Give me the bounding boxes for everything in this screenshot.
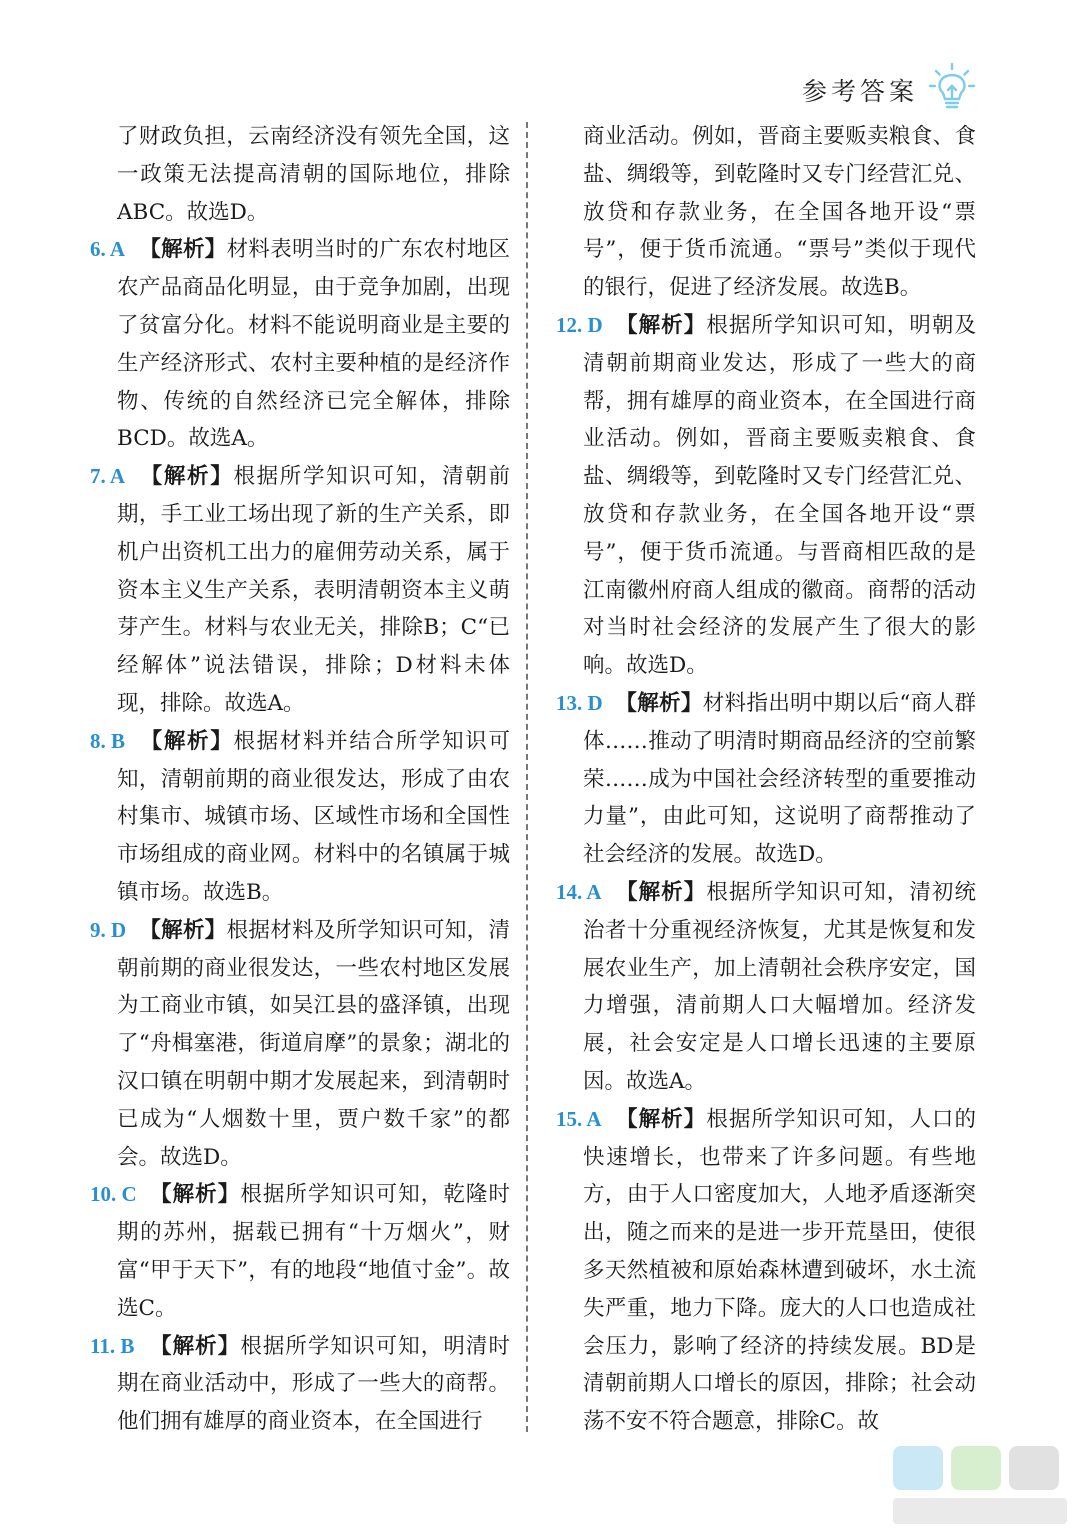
answer-item-12 xyxy=(556,307,976,685)
answer-number: 15. A xyxy=(556,1106,602,1131)
answer-number: 7. A xyxy=(90,464,126,489)
answer-text: 根据材料并结合所学知识可知，清朝前期的商业很发达，形成了由农村集市、城镇市场、区域性市场和全国性市场组成的商业网。材料中的名镇属于城镇市场。故选B。 xyxy=(117,728,510,905)
analysis-label: 【解析】 xyxy=(139,464,234,490)
answer-item-9 xyxy=(90,912,510,1177)
left-column xyxy=(90,118,510,1441)
answer-number: 14. A xyxy=(556,879,602,904)
analysis-label: 【解析】 xyxy=(149,1333,241,1359)
watermark-logo xyxy=(885,1442,1075,1530)
answer-text: 根据所学知识可知，明清时期在商业活动中，形成了一些大的商帮。他们拥有雄厚的商业资本，在全国进行 xyxy=(117,1333,510,1435)
answer-text: 根据所学知识可知，清朝前期，手工业工场出现了新的生产关系，即机户出资机工出力的雇佣劳动关系，属于资本主义生产关系，表明清朝资本主义萌芽产生。材料与农业无关，排除B；C“已经解体”说法错误，排除；D材料未体现，排除。故选A。 xyxy=(117,464,510,716)
answer-number: 9. D xyxy=(90,917,127,942)
answer-text: 材料表明当时的广东农村地区农产品商品化明显，由于竞争加剧，出现了贫富分化。材料不能说明商业是主要的生产经济形式、农村主要种植的是经济作物、传统的自然经济已完全解体，排除BCD。故选A。 xyxy=(117,237,510,452)
answer-text: 根据所学知识可知，清初统治者十分重视经济恢复，尤其是恢复和发展农业生产，加上清朝社会秩序安定，国力增强，清前期人口大幅增加。经济发展，社会安定是人口增长迅速的主要原因。故选A。 xyxy=(583,879,976,1094)
answer-item-13 xyxy=(556,685,976,874)
answer-text: 根据所学知识可知，人口的快速增长，也带来了许多问题。有些地方，由于人口密度加大，人地矛盾逐渐突出，随之而来的是进一步开荒垦田，使很多天然植被和原始森林遭到破坏，水土流失严重，地力下降。庞大的人口也造成社会压力，影响了经济的持续发展。BD是清朝前期人口增长的原因，排除；社会动荡不安不符合题意，排除C。故 xyxy=(583,1106,976,1435)
lightbulb-icon xyxy=(928,62,976,114)
analysis-label: 【解析】 xyxy=(615,879,707,905)
right-column xyxy=(556,118,976,1441)
answer-number: 8. B xyxy=(90,728,126,753)
answer-text: 根据所学知识可知，乾隆时期的苏州，据载已拥有“十万烟火”，财富“甲于天下”，有的地段“地值寸金”。故选C。 xyxy=(117,1182,510,1321)
answer-item-11 xyxy=(90,1328,510,1441)
analysis-label: 【解析】 xyxy=(615,312,707,338)
answer-number: 11. B xyxy=(90,1333,135,1358)
answer-item-8 xyxy=(90,723,510,912)
answer-item-15 xyxy=(556,1101,976,1441)
continuation-text: 商业活动。例如，晋商主要贩卖粮食、食盐、绸缎等，到乾隆时又专门经营汇兑、放贷和存款业务，在全国各地开设“票号”，便于货币流通。“票号”类似于现代的银行，促进了经济发展。故选B。 xyxy=(583,124,976,301)
analysis-label: 【解析】 xyxy=(139,237,227,263)
answer-item-7 xyxy=(90,458,510,723)
answer-item-14 xyxy=(556,874,976,1101)
analysis-label: 【解析】 xyxy=(139,917,227,943)
page-header xyxy=(780,60,980,120)
answer-text: 根据所学知识可知，明朝及清朝前期商业发达，形成了一些大的商帮，拥有雄厚的商业资本，在全国进行商业活动。例如，晋商主要贩卖粮食、食盐、绸缎等，到乾隆时又专门经营汇兑、放贷和存款业务，在全国各地开设“票号”，便于货币流通。与晋商相匹敌的是江南徽州府商人组成的徽商。商帮的活动对当时社会经济的发展产生了很大的影响。故选D。 xyxy=(583,312,976,679)
answer-number: 10. C xyxy=(90,1182,137,1207)
analysis-label: 【解析】 xyxy=(615,1106,707,1132)
analysis-label: 【解析】 xyxy=(149,1182,241,1208)
answer-number: 12. D xyxy=(556,312,603,337)
continuation-text: 了财政负担，云南经济没有领先全国，这一政策无法提高清朝的国际地位，排除ABC。故选D。 xyxy=(117,124,510,225)
column-divider xyxy=(526,122,528,1432)
header-title: 参考答案 xyxy=(802,77,919,106)
answer-number: 6. A xyxy=(90,237,126,262)
answer-text: 根据材料及所学知识可知，清朝前期的商业很发达，一些农村地区发展为工商业市镇，如吴江县的盛泽镇，出现了“舟楫塞港，街道肩摩”的景象；湖北的汉口镇在明朝中期才发展起来，到清朝时已成为“人烟数十里，贾户数千家”的都会。故选D。 xyxy=(117,917,510,1170)
answer-text: 材料指出明中期以后“商人群体……推动了明清时期商品经济的空前繁荣……成为中国社会经济转型的重要推动力量”，由此可知，这说明了商帮推动了社会经济的发展。故选D。 xyxy=(583,690,976,868)
analysis-label: 【解析】 xyxy=(139,728,234,754)
answer-item-10 xyxy=(90,1176,510,1327)
analysis-label: 【解析】 xyxy=(615,690,703,716)
answer-item-6 xyxy=(90,231,510,458)
answer-number: 13. D xyxy=(556,690,603,715)
